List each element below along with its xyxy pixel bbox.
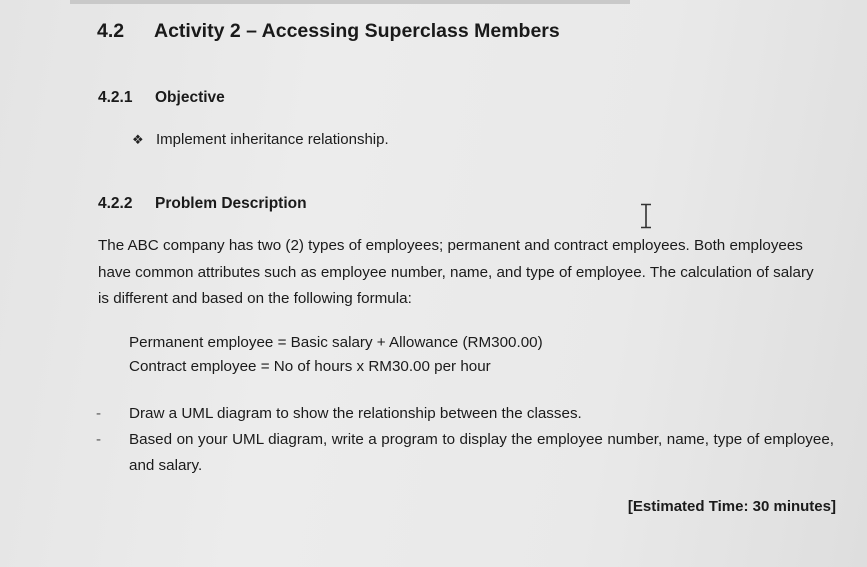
objective-number: 4.2.1 <box>98 89 133 106</box>
description-line: is different and based on the following formula: <box>98 290 412 307</box>
estimated-time: [Estimated Time: 30 minutes] <box>627 498 836 515</box>
section-number: 4.2 <box>97 20 125 42</box>
formula-contract: Contract employee = No of hours x RM30.00 per hour <box>129 358 491 375</box>
problem-description <box>98 233 833 313</box>
problem-heading <box>98 195 307 213</box>
section-heading <box>97 20 560 43</box>
task-item <box>96 427 834 479</box>
task-text: Based on your UML diagram, write a program to display the employee number, name, type of employee, and salary. <box>129 431 834 474</box>
objective-item-text: Implement inheritance relationship. <box>156 131 389 148</box>
description-line: The ABC company has two (2) types of employees; permanent and contract employees. Both employees <box>98 237 803 254</box>
description-line: have common attributes such as employee number, name, and type of employee. The calculation of salary <box>98 263 814 281</box>
objective-title: Objective <box>155 89 225 106</box>
formula-permanent: Permanent employee = Basic salary + Allowance (RM300.00) <box>129 334 543 351</box>
objective-item <box>132 131 389 148</box>
text-cursor-icon <box>638 203 654 229</box>
problem-number: 4.2.2 <box>98 195 133 212</box>
problem-title: Problem Description <box>155 195 307 212</box>
diamond-bullet-icon: ❖ <box>132 132 144 147</box>
task-text: Draw a UML diagram to show the relationship between the classes. <box>129 405 582 422</box>
top-rule <box>70 0 630 4</box>
dash-bullet: - <box>96 405 102 422</box>
objective-heading <box>98 89 225 107</box>
section-title: Activity 2 – Accessing Superclass Members <box>154 20 560 42</box>
task-item <box>96 401 582 427</box>
dash-bullet: - <box>96 431 102 448</box>
